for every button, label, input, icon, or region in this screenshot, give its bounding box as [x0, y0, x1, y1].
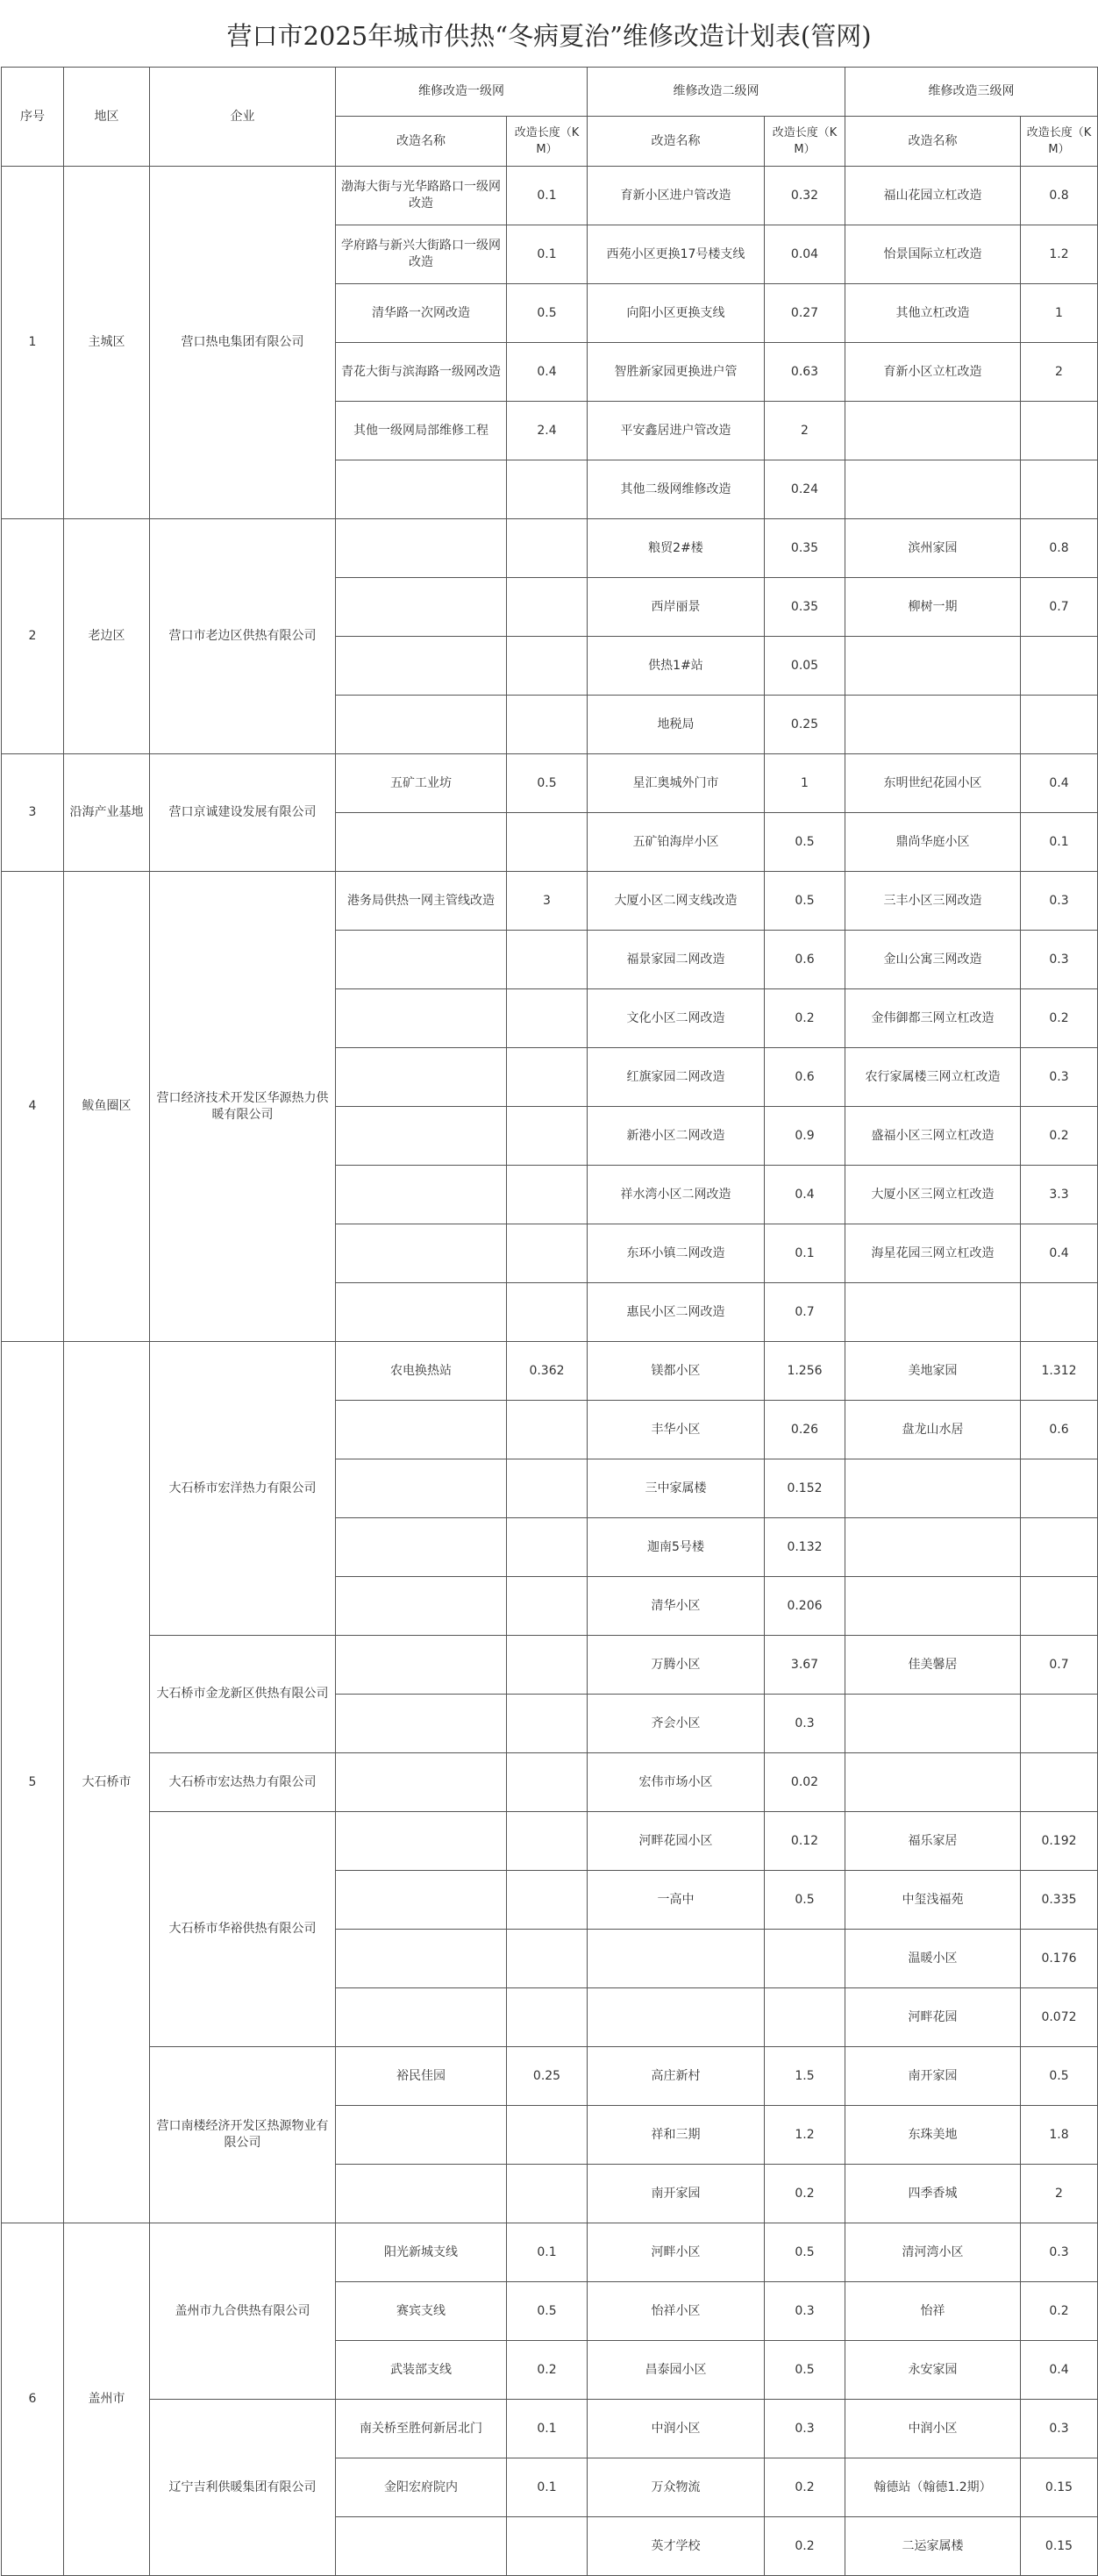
level1-length-cell — [507, 1459, 588, 1518]
level3-length-cell: 1.2 — [1021, 225, 1098, 284]
level2-length-cell: 1.2 — [765, 2106, 845, 2165]
header-level3-length: 改造长度（KM） — [1021, 117, 1098, 167]
level1-length-cell — [507, 1636, 588, 1695]
level2-length-cell: 2 — [765, 402, 845, 460]
header-level3-name: 改造名称 — [845, 117, 1021, 167]
level1-name-cell: 南关桥至胜何新居北门 — [336, 2400, 507, 2458]
level2-length-cell: 0.5 — [765, 872, 845, 931]
level1-name-cell — [336, 1930, 507, 1988]
seq-cell: 6 — [2, 2223, 64, 2576]
level1-length-cell — [507, 1224, 588, 1283]
level1-name-cell — [336, 519, 507, 578]
level1-name-cell: 农电换热站 — [336, 1342, 507, 1401]
level2-length-cell: 0.02 — [765, 1753, 845, 1812]
level3-name-cell — [845, 637, 1021, 696]
level2-length-cell: 0.25 — [765, 696, 845, 754]
level2-length-cell — [765, 1930, 845, 1988]
table-row — [2, 1342, 1098, 1401]
level3-name-cell: 佳美馨居 — [845, 1636, 1021, 1695]
level2-name-cell: 东环小镇二网改造 — [588, 1224, 765, 1283]
level1-length-cell: 0.4 — [507, 343, 588, 402]
level2-length-cell: 0.6 — [765, 931, 845, 989]
level1-name-cell — [336, 460, 507, 519]
level1-length-cell — [507, 1577, 588, 1636]
level3-length-cell — [1021, 1283, 1098, 1342]
level1-length-cell: 0.1 — [507, 225, 588, 284]
level1-name-cell — [336, 1166, 507, 1224]
level3-name-cell: 怡祥 — [845, 2282, 1021, 2341]
company-cell: 盖州市九合供热有限公司 — [150, 2223, 336, 2400]
level1-name-cell: 裕民佳园 — [336, 2047, 507, 2106]
level1-name-cell — [336, 696, 507, 754]
level1-length-cell — [507, 1048, 588, 1107]
level3-length-cell: 0.072 — [1021, 1988, 1098, 2047]
level2-name-cell: 迦南5号楼 — [588, 1518, 765, 1577]
header-company: 企业 — [150, 68, 336, 167]
level1-length-cell — [507, 1107, 588, 1166]
level3-name-cell: 农行家属楼三网立杠改造 — [845, 1048, 1021, 1107]
level3-name-cell: 怡景国际立杠改造 — [845, 225, 1021, 284]
level2-length-cell: 0.35 — [765, 519, 845, 578]
level2-length-cell: 0.63 — [765, 343, 845, 402]
level3-length-cell: 0.3 — [1021, 1048, 1098, 1107]
level3-name-cell: 永安家园 — [845, 2341, 1021, 2400]
level3-name-cell: 东明世纪花园小区 — [845, 754, 1021, 813]
level2-name-cell: 南开家园 — [588, 2165, 765, 2223]
level2-length-cell: 3.67 — [765, 1636, 845, 1695]
level1-name-cell — [336, 2517, 507, 2576]
level3-name-cell: 二运家属楼 — [845, 2517, 1021, 2576]
header-level2-name: 改造名称 — [588, 117, 765, 167]
level1-name-cell — [336, 1753, 507, 1812]
level3-length-cell: 0.3 — [1021, 2223, 1098, 2282]
level1-name-cell — [336, 2106, 507, 2165]
level3-length-cell — [1021, 637, 1098, 696]
level2-name-cell: 红旗家园二网改造 — [588, 1048, 765, 1107]
level3-length-cell: 2 — [1021, 343, 1098, 402]
level1-length-cell — [507, 2106, 588, 2165]
level1-name-cell: 五矿工业坊 — [336, 754, 507, 813]
level1-length-cell: 0.1 — [507, 2400, 588, 2458]
level3-name-cell: 河畔花园 — [845, 1988, 1021, 2047]
level3-name-cell: 金山公寓三网改造 — [845, 931, 1021, 989]
level2-length-cell: 0.26 — [765, 1401, 845, 1459]
level1-name-cell: 青花大街与滨海路一级网改造 — [336, 343, 507, 402]
company-cell: 大石桥市宏达热力有限公司 — [150, 1753, 336, 1812]
level3-name-cell: 大厦小区三网立杠改造 — [845, 1166, 1021, 1224]
level3-name-cell — [845, 1518, 1021, 1577]
level3-length-cell: 0.3 — [1021, 931, 1098, 989]
level3-length-cell: 0.4 — [1021, 1224, 1098, 1283]
level1-length-cell: 2.4 — [507, 402, 588, 460]
level3-length-cell: 0.4 — [1021, 2341, 1098, 2400]
level1-length-cell — [507, 696, 588, 754]
level3-length-cell: 0.176 — [1021, 1930, 1098, 1988]
level2-name-cell: 向阳小区更换支线 — [588, 284, 765, 343]
level1-name-cell — [336, 1871, 507, 1930]
level2-length-cell: 0.9 — [765, 1107, 845, 1166]
level1-length-cell: 0.5 — [507, 284, 588, 343]
level3-name-cell: 中玺浅福苑 — [845, 1871, 1021, 1930]
level2-length-cell: 0.4 — [765, 1166, 845, 1224]
level1-name-cell — [336, 1401, 507, 1459]
level1-length-cell — [507, 637, 588, 696]
level2-name-cell: 地税局 — [588, 696, 765, 754]
level3-length-cell — [1021, 1459, 1098, 1518]
level3-length-cell: 0.7 — [1021, 1636, 1098, 1695]
level2-name-cell: 新港小区二网改造 — [588, 1107, 765, 1166]
level3-name-cell: 四季香城 — [845, 2165, 1021, 2223]
level2-name-cell: 高庄新村 — [588, 2047, 765, 2106]
level3-name-cell: 盘龙山水居 — [845, 1401, 1021, 1459]
level1-length-cell: 0.1 — [507, 2458, 588, 2517]
level2-length-cell: 0.5 — [765, 2223, 845, 2282]
level2-name-cell: 清华小区 — [588, 1577, 765, 1636]
level2-name-cell: 丰华小区 — [588, 1401, 765, 1459]
level1-name-cell: 赛宾支线 — [336, 2282, 507, 2341]
level1-length-cell — [507, 989, 588, 1048]
region-cell: 主城区 — [64, 167, 150, 519]
level2-name-cell — [588, 1930, 765, 1988]
level2-name-cell: 宏伟市场小区 — [588, 1753, 765, 1812]
level2-length-cell: 0.6 — [765, 1048, 845, 1107]
level3-length-cell: 0.2 — [1021, 989, 1098, 1048]
seq-cell: 4 — [2, 872, 64, 1342]
level3-name-cell: 翰德站（翰德1.2期） — [845, 2458, 1021, 2517]
level1-length-cell — [507, 813, 588, 872]
level2-name-cell: 英才学校 — [588, 2517, 765, 2576]
level3-length-cell: 0.1 — [1021, 813, 1098, 872]
level1-name-cell — [336, 1695, 507, 1753]
table-row — [2, 519, 1098, 578]
level3-length-cell: 1.312 — [1021, 1342, 1098, 1401]
level2-length-cell: 0.2 — [765, 2165, 845, 2223]
level3-name-cell: 东珠美地 — [845, 2106, 1021, 2165]
level2-name-cell: 平安鑫居进户管改造 — [588, 402, 765, 460]
level3-name-cell: 清河湾小区 — [845, 2223, 1021, 2282]
level3-length-cell: 3.3 — [1021, 1166, 1098, 1224]
level3-name-cell: 其他立杠改造 — [845, 284, 1021, 343]
level1-length-cell — [507, 1753, 588, 1812]
header-seq: 序号 — [2, 68, 64, 167]
level3-name-cell: 福乐家居 — [845, 1812, 1021, 1871]
level2-length-cell: 0.2 — [765, 989, 845, 1048]
level1-name-cell — [336, 1048, 507, 1107]
level2-name-cell: 西苑小区更换17号楼支线 — [588, 225, 765, 284]
seq-cell: 5 — [2, 1342, 64, 2223]
level3-name-cell — [845, 402, 1021, 460]
region-cell: 盖州市 — [64, 2223, 150, 2576]
level2-name-cell: 文化小区二网改造 — [588, 989, 765, 1048]
company-cell: 辽宁吉利供暖集团有限公司 — [150, 2400, 336, 2576]
level2-name-cell: 昌泰园小区 — [588, 2341, 765, 2400]
table-row — [2, 167, 1098, 225]
level3-name-cell — [845, 1695, 1021, 1753]
table-row — [2, 2400, 1098, 2458]
level1-length-cell — [507, 1401, 588, 1459]
header-level2: 维修改造二级网 — [588, 68, 845, 117]
level3-name-cell: 柳树一期 — [845, 578, 1021, 637]
level3-name-cell: 海星花园三网立杠改造 — [845, 1224, 1021, 1283]
level1-name-cell — [336, 1518, 507, 1577]
level2-name-cell: 育新小区进户管改造 — [588, 167, 765, 225]
level2-name-cell: 三中家属楼 — [588, 1459, 765, 1518]
level3-name-cell: 盛福小区三网立杠改造 — [845, 1107, 1021, 1166]
level2-name-cell: 万众物流 — [588, 2458, 765, 2517]
company-cell: 营口热电集团有限公司 — [150, 167, 336, 519]
level2-name-cell: 供热1#站 — [588, 637, 765, 696]
level3-length-cell: 0.8 — [1021, 519, 1098, 578]
level2-length-cell: 0.24 — [765, 460, 845, 519]
level3-length-cell — [1021, 696, 1098, 754]
level2-name-cell: 河畔小区 — [588, 2223, 765, 2282]
level1-length-cell — [507, 1518, 588, 1577]
level3-length-cell: 0.5 — [1021, 2047, 1098, 2106]
level2-name-cell: 怡祥小区 — [588, 2282, 765, 2341]
seq-cell: 1 — [2, 167, 64, 519]
level1-name-cell — [336, 989, 507, 1048]
level3-length-cell: 0.4 — [1021, 754, 1098, 813]
level2-length-cell: 0.04 — [765, 225, 845, 284]
level1-length-cell — [507, 578, 588, 637]
table-row — [2, 2047, 1098, 2106]
company-cell: 大石桥市宏洋热力有限公司 — [150, 1342, 336, 1636]
table-row — [2, 2223, 1098, 2282]
level1-name-cell — [336, 813, 507, 872]
level3-length-cell: 0.3 — [1021, 2400, 1098, 2458]
level2-name-cell: 大厦小区二网支线改造 — [588, 872, 765, 931]
level2-name-cell: 中润小区 — [588, 2400, 765, 2458]
level1-name-cell — [336, 1224, 507, 1283]
region-cell: 大石桥市 — [64, 1342, 150, 2223]
level2-name-cell: 智胜新家园更换进户管 — [588, 343, 765, 402]
level2-length-cell — [765, 1988, 845, 2047]
company-cell: 大石桥市华裕供热有限公司 — [150, 1812, 336, 2047]
level1-length-cell: 0.362 — [507, 1342, 588, 1401]
level2-name-cell: 齐会小区 — [588, 1695, 765, 1753]
level2-length-cell: 0.12 — [765, 1812, 845, 1871]
level3-length-cell — [1021, 1518, 1098, 1577]
level3-name-cell: 滨州家园 — [845, 519, 1021, 578]
level3-length-cell: 0.2 — [1021, 2282, 1098, 2341]
level3-name-cell: 三丰小区三网改造 — [845, 872, 1021, 931]
level3-length-cell: 0.6 — [1021, 1401, 1098, 1459]
level2-length-cell: 0.5 — [765, 813, 845, 872]
level2-name-cell — [588, 1988, 765, 2047]
level1-length-cell — [507, 519, 588, 578]
level3-name-cell — [845, 1753, 1021, 1812]
level2-length-cell: 0.2 — [765, 2517, 845, 2576]
level2-length-cell: 1.5 — [765, 2047, 845, 2106]
level2-name-cell: 西岸丽景 — [588, 578, 765, 637]
level2-name-cell: 祥水湾小区二网改造 — [588, 1166, 765, 1224]
level3-length-cell — [1021, 1695, 1098, 1753]
header-level1-length: 改造长度（KM） — [507, 117, 588, 167]
level2-name-cell: 粮贸2#楼 — [588, 519, 765, 578]
level1-name-cell: 清华路一次网改造 — [336, 284, 507, 343]
level1-length-cell — [507, 1930, 588, 1988]
level3-name-cell: 中润小区 — [845, 2400, 1021, 2458]
plan-table — [1, 67, 1098, 2576]
level1-name-cell: 其他一级网局部维修工程 — [336, 402, 507, 460]
region-cell: 鲅鱼圈区 — [64, 872, 150, 1342]
level3-length-cell — [1021, 402, 1098, 460]
level3-length-cell: 0.15 — [1021, 2517, 1098, 2576]
level3-length-cell: 0.3 — [1021, 872, 1098, 931]
level1-name-cell — [336, 1812, 507, 1871]
level3-length-cell: 1 — [1021, 284, 1098, 343]
level1-name-cell — [336, 1636, 507, 1695]
level1-length-cell — [507, 2165, 588, 2223]
level2-length-cell: 0.05 — [765, 637, 845, 696]
header-level2-length: 改造长度（KM） — [765, 117, 845, 167]
level3-name-cell: 金伟御都三网立杠改造 — [845, 989, 1021, 1048]
level2-length-cell: 0.2 — [765, 2458, 845, 2517]
level3-name-cell — [845, 1459, 1021, 1518]
level1-name-cell: 阳光新城支线 — [336, 2223, 507, 2282]
level3-length-cell — [1021, 1753, 1098, 1812]
level2-name-cell: 福景家园二网改造 — [588, 931, 765, 989]
level1-length-cell: 0.2 — [507, 2341, 588, 2400]
level1-length-cell — [507, 460, 588, 519]
level1-name-cell — [336, 2165, 507, 2223]
level3-name-cell: 育新小区立杠改造 — [845, 343, 1021, 402]
table-row — [2, 1812, 1098, 1871]
level2-name-cell: 万腾小区 — [588, 1636, 765, 1695]
table-row — [2, 1753, 1098, 1812]
level1-name-cell — [336, 931, 507, 989]
level3-name-cell: 温暖小区 — [845, 1930, 1021, 1988]
level3-name-cell — [845, 1283, 1021, 1342]
level1-length-cell: 0.25 — [507, 2047, 588, 2106]
table-body — [2, 167, 1098, 2576]
level1-length-cell — [507, 1283, 588, 1342]
level1-length-cell: 0.5 — [507, 754, 588, 813]
level2-name-cell: 一高中 — [588, 1871, 765, 1930]
level2-length-cell: 0.5 — [765, 2341, 845, 2400]
level1-length-cell — [507, 1695, 588, 1753]
level3-length-cell: 0.8 — [1021, 167, 1098, 225]
level2-length-cell: 0.5 — [765, 1871, 845, 1930]
level1-name-cell: 渤海大街与光华路路口一级网改造 — [336, 167, 507, 225]
level2-name-cell: 镁都小区 — [588, 1342, 765, 1401]
header-level1-name: 改造名称 — [336, 117, 507, 167]
level2-name-cell: 祥和三期 — [588, 2106, 765, 2165]
level1-length-cell — [507, 931, 588, 989]
level2-length-cell: 0.3 — [765, 2282, 845, 2341]
level1-length-cell: 0.1 — [507, 167, 588, 225]
level3-length-cell — [1021, 460, 1098, 519]
level2-name-cell: 惠民小区二网改造 — [588, 1283, 765, 1342]
region-cell: 老边区 — [64, 519, 150, 754]
level2-length-cell: 1.256 — [765, 1342, 845, 1401]
company-cell: 营口京诚建设发展有限公司 — [150, 754, 336, 872]
level1-length-cell — [507, 1166, 588, 1224]
level3-name-cell: 美地家园 — [845, 1342, 1021, 1401]
level2-length-cell: 1 — [765, 754, 845, 813]
level2-length-cell: 0.132 — [765, 1518, 845, 1577]
level3-length-cell: 0.335 — [1021, 1871, 1098, 1930]
page-title: 营口市2025年城市供热“冬病夏治”维修改造计划表(管网) — [226, 21, 872, 51]
seq-cell: 3 — [2, 754, 64, 872]
level1-name-cell — [336, 1988, 507, 2047]
level1-length-cell — [507, 1871, 588, 1930]
level3-length-cell: 0.192 — [1021, 1812, 1098, 1871]
level1-name-cell — [336, 1459, 507, 1518]
table-row — [2, 872, 1098, 931]
level1-length-cell — [507, 1988, 588, 2047]
level2-length-cell: 0.35 — [765, 578, 845, 637]
level2-name-cell: 其他二级网维修改造 — [588, 460, 765, 519]
level3-length-cell: 0.7 — [1021, 578, 1098, 637]
level1-name-cell — [336, 1577, 507, 1636]
company-cell: 大石桥市金龙新区供热有限公司 — [150, 1636, 336, 1753]
level3-name-cell — [845, 460, 1021, 519]
level1-name-cell: 武装部支线 — [336, 2341, 507, 2400]
level3-length-cell: 2 — [1021, 2165, 1098, 2223]
level3-length-cell: 1.8 — [1021, 2106, 1098, 2165]
level1-name-cell — [336, 578, 507, 637]
level2-length-cell: 0.27 — [765, 284, 845, 343]
table-row — [2, 754, 1098, 813]
company-cell: 营口市老边区供热有限公司 — [150, 519, 336, 754]
level2-length-cell: 0.206 — [765, 1577, 845, 1636]
level1-name-cell — [336, 637, 507, 696]
header-level3: 维修改造三级网 — [845, 68, 1098, 117]
level1-length-cell: 3 — [507, 872, 588, 931]
level1-name-cell: 学府路与新兴大街路口一级网改造 — [336, 225, 507, 284]
level1-name-cell: 港务局供热一网主管线改造 — [336, 872, 507, 931]
level3-name-cell — [845, 1577, 1021, 1636]
level1-length-cell: 0.1 — [507, 2223, 588, 2282]
level2-name-cell: 五矿铂海岸小区 — [588, 813, 765, 872]
level1-name-cell — [336, 1283, 507, 1342]
level3-length-cell: 0.15 — [1021, 2458, 1098, 2517]
header-region: 地区 — [64, 68, 150, 167]
seq-cell: 2 — [2, 519, 64, 754]
level2-name-cell: 河畔花园小区 — [588, 1812, 765, 1871]
level3-name-cell: 福山花园立杠改造 — [845, 167, 1021, 225]
level2-length-cell: 0.3 — [765, 1695, 845, 1753]
level3-name-cell: 南开家园 — [845, 2047, 1021, 2106]
company-cell: 营口南楼经济开发区热源物业有限公司 — [150, 2047, 336, 2223]
level1-name-cell: 金阳宏府院内 — [336, 2458, 507, 2517]
level3-name-cell: 鼎尚华庭小区 — [845, 813, 1021, 872]
company-cell: 营口经济技术开发区华源热力供暖有限公司 — [150, 872, 336, 1342]
region-cell: 沿海产业基地 — [64, 754, 150, 872]
level2-name-cell: 星汇奥城外门市 — [588, 754, 765, 813]
level2-length-cell: 0.152 — [765, 1459, 845, 1518]
header-level1: 维修改造一级网 — [336, 68, 588, 117]
level1-name-cell — [336, 1107, 507, 1166]
level2-length-cell: 0.3 — [765, 2400, 845, 2458]
table-row — [2, 1636, 1098, 1695]
level2-length-cell: 0.7 — [765, 1283, 845, 1342]
level1-length-cell — [507, 1812, 588, 1871]
level2-length-cell: 0.1 — [765, 1224, 845, 1283]
level1-length-cell — [507, 2517, 588, 2576]
level3-length-cell: 0.2 — [1021, 1107, 1098, 1166]
level3-name-cell — [845, 696, 1021, 754]
level3-length-cell — [1021, 1577, 1098, 1636]
level2-length-cell: 0.32 — [765, 167, 845, 225]
level1-length-cell: 0.5 — [507, 2282, 588, 2341]
